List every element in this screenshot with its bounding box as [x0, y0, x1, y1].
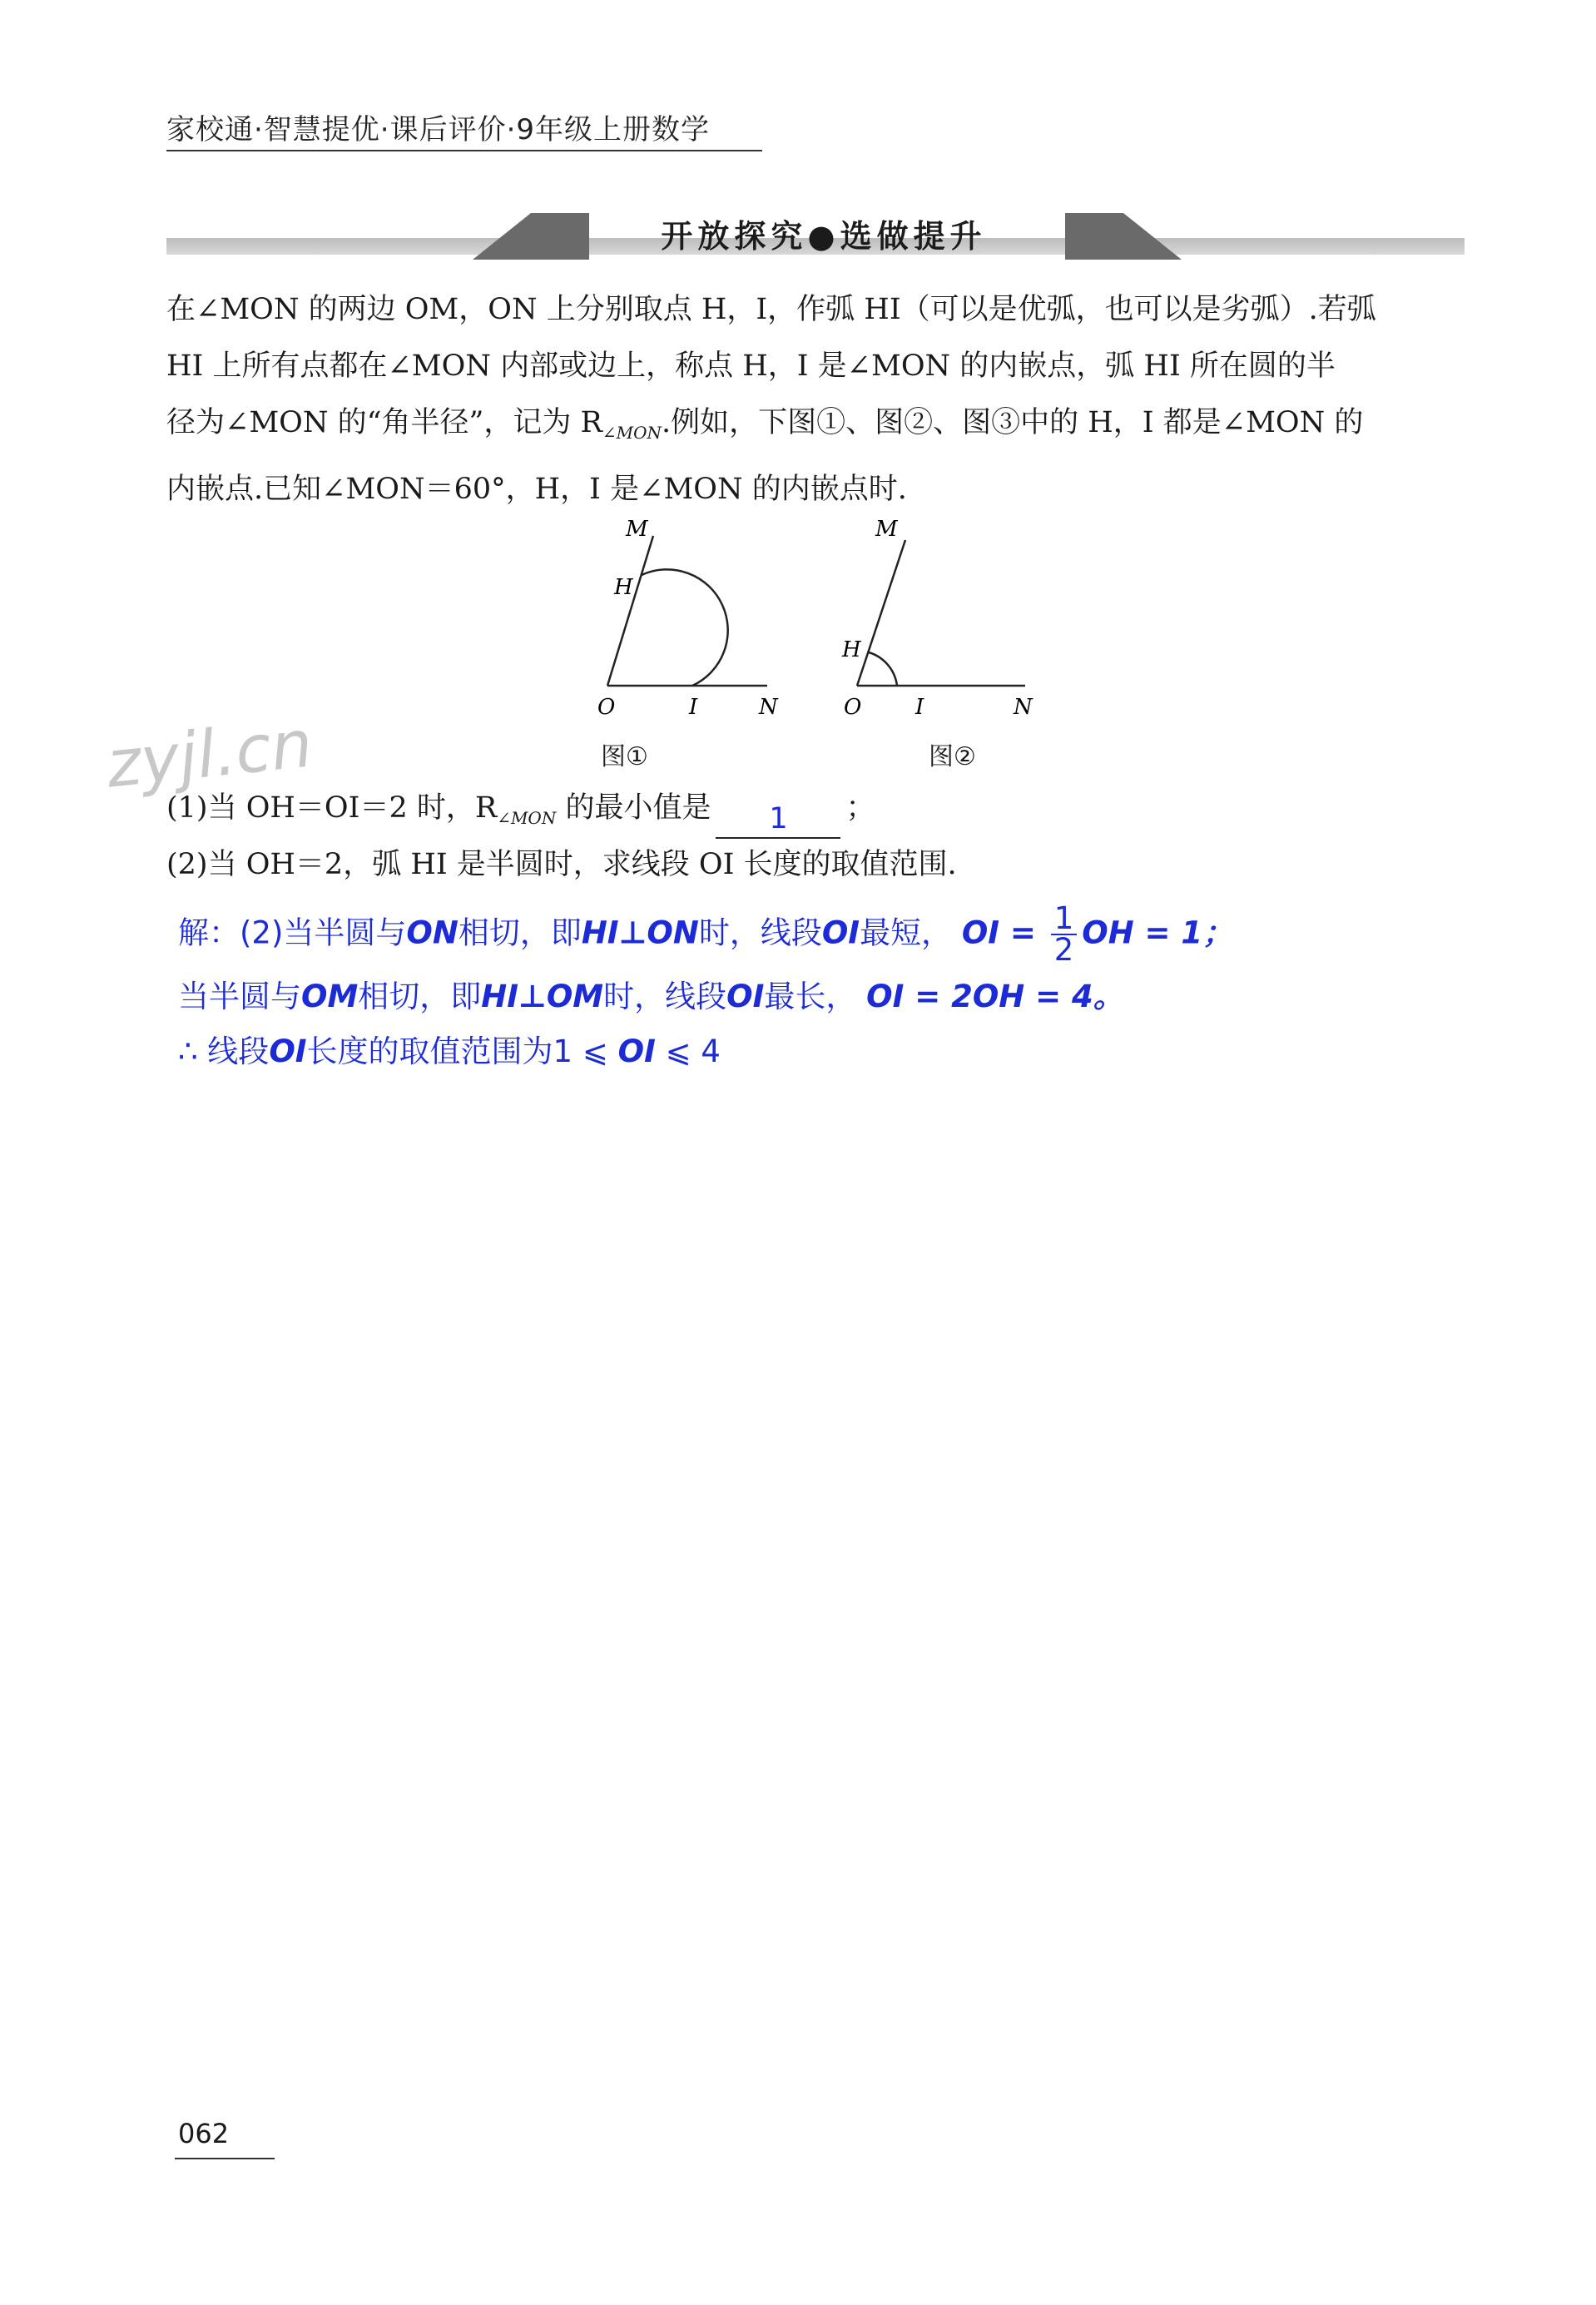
fig2-caption: 图②: [929, 742, 976, 771]
fig1-arc-hi: [642, 569, 728, 686]
sol2-g: 最长，: [764, 979, 857, 1014]
question-1: [166, 787, 875, 839]
frac-denominator: 2: [1053, 932, 1074, 968]
sol1-g: 最短，: [860, 915, 953, 951]
sol2-b: OM: [301, 979, 359, 1014]
fig1-label-i: I: [689, 695, 698, 720]
sol3-a: ∴ 线段: [178, 1034, 270, 1069]
q1-suffix: ；: [845, 791, 875, 825]
fraction-one-half: [1051, 900, 1078, 968]
fig2-label-h: H: [842, 637, 861, 662]
fig1-label-m: M: [626, 517, 648, 542]
fig1-caption: 图①: [601, 742, 648, 771]
sol1-h: OI =: [961, 915, 1036, 951]
page-number: 062: [178, 2118, 230, 2149]
sol2-d: HI⊥OM: [481, 979, 604, 1014]
q1-prefix: (1)当 OH＝OI＝2 时，R: [166, 791, 498, 825]
sol2-f: OI: [726, 979, 765, 1014]
fig2-label-n: N: [1014, 695, 1033, 720]
page-number-rule: [175, 2158, 275, 2159]
sol3-c: 长度的取值范围为1 ⩽: [306, 1034, 608, 1069]
banner-right-triangle: [1065, 213, 1182, 260]
fig2-ray-om: [857, 540, 905, 686]
question-2: (2)当 OH＝2，弧 HI 是半圆时，求线段 OI 长度的取值范围.: [166, 848, 957, 881]
sol1-f: OI: [821, 915, 860, 951]
problem-line-1: 在∠MON 的两边 OM，ON 上分别取点 H，I，作弧 HI（可以是优弧，也可以是劣弧）.若弧: [166, 293, 1376, 326]
fig2-arc-hi: [869, 652, 897, 686]
figure-1: [582, 511, 799, 727]
problem-line-3a: 径为∠MON 的“角半径”，记为 R: [166, 406, 602, 439]
header-title: 家校通·智慧提优·课后评价·9年级上册数学: [166, 113, 711, 146]
sol1-a: 解：(2)当半圆与: [178, 915, 407, 951]
problem-line-4: 内嵌点.已知∠MON＝60°，H，I 是∠MON 的内嵌点时.: [166, 473, 907, 506]
sol2-a: 当半圆与: [178, 979, 301, 1014]
fig1-ray-om: [607, 536, 653, 686]
q1-answer-blank: 1: [716, 801, 840, 839]
solution-line-3: [178, 1029, 721, 1075]
solution-line-1: [178, 900, 1234, 968]
sol1-i: OH = 1；: [1082, 915, 1234, 951]
sol2-c: 相切，即: [358, 979, 482, 1014]
solution-line-2: [178, 974, 1124, 1020]
fig2-label-o: O: [844, 695, 862, 720]
figure-2: [832, 511, 1048, 727]
r-subscript: ∠MON: [602, 423, 662, 443]
sol3-d: OI: [617, 1034, 656, 1069]
sol2-e: 时，线段: [603, 979, 727, 1014]
q1-mid: 的最小值是: [556, 791, 711, 825]
problem-line-3b: .例如，下图①、图②、图③中的 H，I 都是∠MON 的: [662, 406, 1364, 439]
problem-statement: [166, 281, 1465, 518]
fig2-label-m: M: [875, 517, 898, 542]
q1-subscript: ∠MON: [497, 808, 557, 828]
banner-left-triangle: [473, 213, 589, 260]
sol3-e: ⩽ 4: [665, 1034, 721, 1069]
banner-text: 开放探究●选做提升: [661, 218, 987, 255]
fig2-label-i: I: [915, 695, 924, 720]
fig1-label-n: N: [759, 695, 778, 720]
sol3-b: OI: [269, 1034, 307, 1069]
fig1-label-o: O: [597, 695, 616, 720]
sol1-e: 时，线段: [698, 915, 822, 951]
sol2-h: OI = 2OH = 4。: [866, 979, 1124, 1014]
frac-numerator: 1: [1051, 904, 1078, 935]
sol1-c: 相切，即: [458, 915, 582, 951]
sol1-d: HI⊥ON: [581, 915, 699, 951]
sol1-b: ON: [406, 915, 458, 951]
problem-line-2: HI 上所有点都在∠MON 内部或边上，称点 H，I 是∠MON 的内嵌点，弧 HI 所在圆的半: [166, 349, 1336, 383]
problem-line-3: [166, 394, 1465, 461]
fig1-label-h: H: [614, 575, 633, 600]
header-rule: [166, 150, 762, 151]
watermark: zyjl.cn: [102, 706, 316, 803]
section-banner: [166, 213, 1465, 263]
